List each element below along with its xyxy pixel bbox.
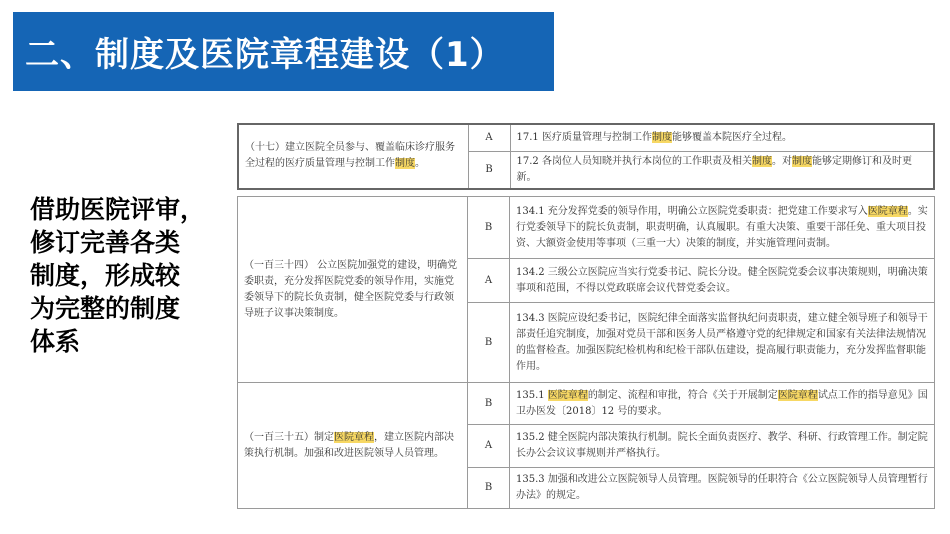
standards-table-top (237, 123, 935, 190)
highlighted-term: 制度 (751, 155, 772, 167)
page-title: 二、制度及医院章程建设（1） (25, 35, 505, 75)
level-cell: A (468, 124, 510, 151)
highlighted-term: 制度 (395, 158, 415, 170)
article-cell (238, 124, 468, 189)
table-row (238, 383, 935, 425)
rich-text (517, 132, 792, 143)
side-caption-line: 为完整的制度 (30, 294, 181, 323)
level-cell: B (468, 468, 510, 509)
article-cell (238, 383, 468, 509)
side-caption-line: 修订完善各类 (30, 228, 181, 257)
text-segment: 17.2 各岗位人员知晓并执行本岗位的工作职责及相关 (516, 155, 752, 167)
highlighted-term: 医院章程 (547, 389, 588, 401)
rich-text (516, 390, 928, 417)
text-segment: 能够定期修订和及时更新。 (516, 155, 912, 183)
text-segment: 17.1 医疗质量管理与控制工作 (516, 131, 652, 143)
text-segment: 。 (415, 158, 425, 170)
text-segment: （一百三十五）制定 (244, 431, 334, 443)
text-segment: 能够覆盖本院医疗全过程。 (671, 131, 792, 143)
rich-text (516, 313, 928, 372)
rich-text (516, 432, 928, 459)
rich-text (516, 474, 928, 501)
criterion-cell (510, 425, 935, 468)
side-caption-line: 借助医院评审， (30, 195, 206, 224)
text-segment: 135.3 加强和改进公立医院领导人员管理。医院领导的任职符合《公立医院领导人员管理暂行办法》的规定。 (516, 474, 928, 501)
title-banner (13, 12, 554, 91)
text-segment: ，建立医院内部决策执行机制。加强和改进医院领导人员管理。 (244, 431, 454, 459)
level-cell: B (468, 197, 510, 259)
rich-text (517, 156, 912, 183)
level-cell: B (468, 151, 510, 189)
criterion-cell (510, 383, 935, 425)
highlighted-term: 医院章程 (334, 431, 374, 443)
highlighted-term: 医院章程 (777, 389, 818, 401)
rich-text (516, 206, 928, 249)
table-row (238, 124, 934, 151)
text-segment: 。实行党委领导下的院长负责制，职责明确，认真履职。有重大决策、重要干部任免、重大项目投资、大额资金使用等事项（三重一大）决策的制度，并实施管理问责制。 (516, 205, 928, 249)
text-segment: （十七）建立医院全员参与、覆盖临床诊疗服务全过程的医疗质量管理与控制工作 (245, 142, 455, 170)
text-segment: 135.1 (516, 389, 548, 401)
criterion-cell (510, 124, 934, 151)
rich-text (516, 267, 928, 294)
rich-text (245, 142, 455, 169)
text-segment: （一百三十四） 公立医院加强党的建设，明确党委职责，充分发挥医院党委的领导作用，实施党委领导下的院长负责制，健全医院党委与行政领导班子议事决策制度。 (244, 259, 458, 319)
text-segment: 。对 (771, 155, 792, 167)
text-segment: 134.3 医院应设纪委书记，医院纪律全面落实监督执纪问责职责，建立健全领导班子和领导干部责任追究制度，加强对党员干部和医务人员严格遵守党的纪律规定和国家有关法律法规情况的监督检查。加强医院纪检机构和纪检干部队伍建设，提高履行职责能力，充分发挥监督职能作用。 (516, 312, 928, 372)
text-segment: 134.1 充分发挥党委的领导作用，明确公立医院党委职责：把党建工作要求写入 (516, 205, 868, 217)
highlighted-term: 制度 (651, 131, 672, 143)
criterion-cell (510, 303, 935, 383)
criterion-cell (510, 259, 935, 303)
table-row (238, 197, 935, 259)
criterion-cell (510, 151, 934, 189)
article-cell (238, 197, 468, 383)
text-segment: 135.2 健全医院内部决策执行机制。院长全面负责医疗、教学、科研、行政管理工作。制定院长办公会议议事规则并严格执行。 (516, 432, 928, 459)
side-caption (30, 193, 215, 358)
rich-text (244, 260, 457, 319)
highlighted-term: 制度 (791, 155, 812, 167)
standards-table-main (237, 196, 935, 509)
side-caption-line: 制度，形成较 (30, 261, 181, 290)
level-cell: A (468, 425, 510, 468)
highlighted-term: 医院章程 (867, 205, 908, 217)
criterion-cell (510, 197, 935, 259)
level-cell: B (468, 303, 510, 383)
rich-text (244, 432, 454, 459)
criterion-cell (510, 468, 935, 509)
text-segment: 134.2 三级公立医院应当实行党委书记、院长分设。健全医院党委会议事决策规则，明确决策事项和范围，不得以党政联席会议代替党委会议。 (516, 266, 928, 294)
side-caption-line: 体系 (30, 327, 81, 356)
text-segment: 试点工作的指导意见》国卫办医发〔2018〕12 号的要求。 (516, 389, 928, 417)
level-cell: A (468, 259, 510, 303)
level-cell: B (468, 383, 510, 425)
text-segment: 的制定、流程和审批，符合《关于开展制定 (587, 389, 778, 401)
